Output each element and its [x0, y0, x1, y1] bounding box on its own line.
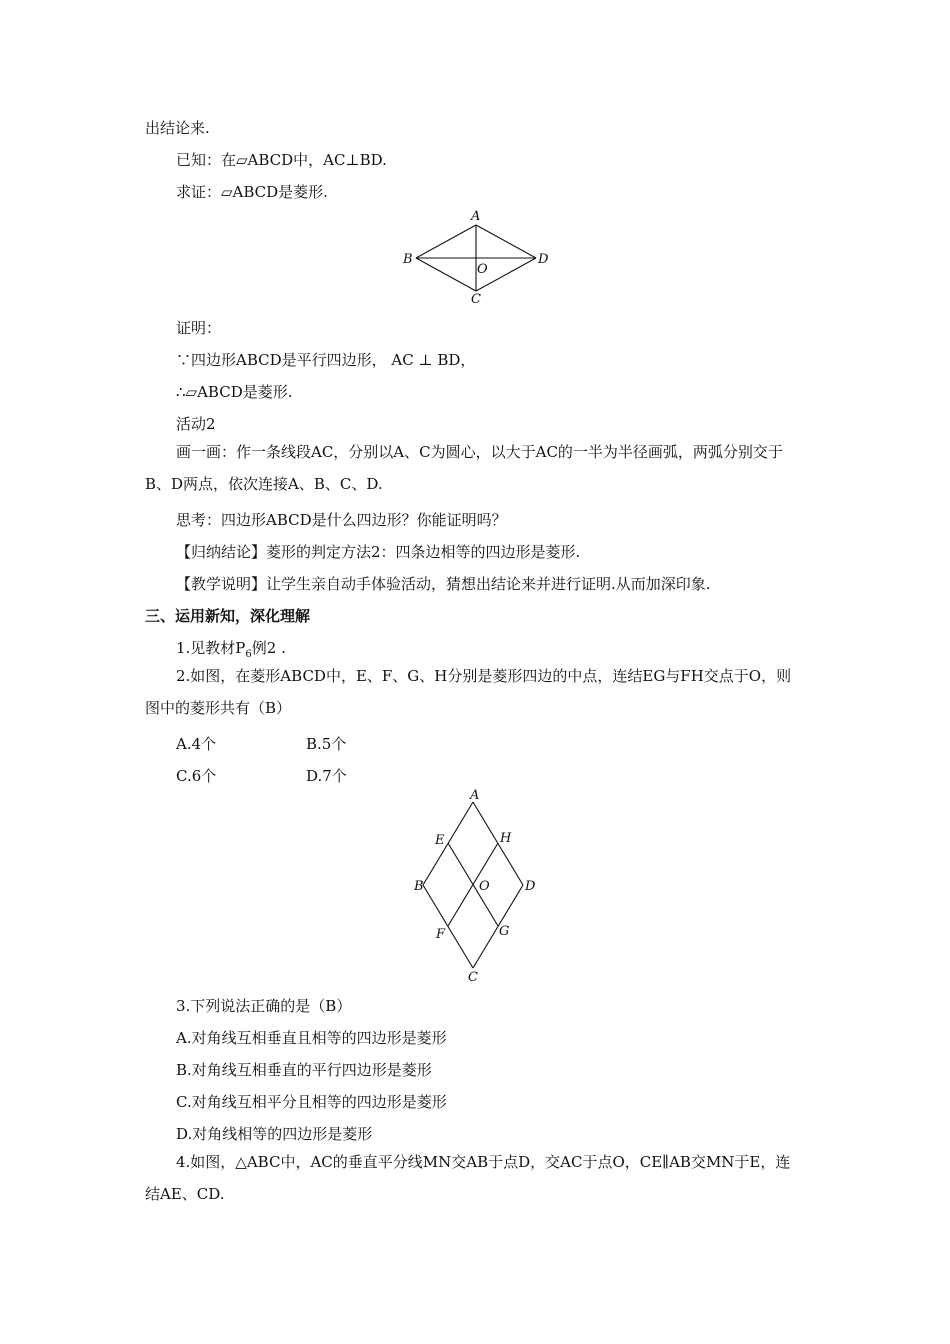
fig1-label-c: C [471, 292, 481, 305]
text-line: 出结论来. [145, 119, 210, 137]
q2-option-b: B.5个 [306, 735, 347, 753]
q3-option-b: B.对角线互相垂直的平行四边形是菱形 [176, 1061, 432, 1079]
q3-option-a: A.对角线互相垂直且相等的四边形是菱形 [176, 1029, 447, 1047]
fig2-label-f: F [436, 927, 446, 942]
fig2-label-h: H [500, 831, 512, 846]
given-line: 已知：在▱ABCD中，AC⊥BD. [176, 151, 387, 169]
fig2-label-e: E [435, 833, 445, 848]
question-2: 2.如图，在菱形ABCD中，E、F、G、H分别是菱形四边的中点，连结EG与FH交点于O，则图中的菱形共有（B） [145, 667, 792, 717]
activity-paragraph: 画一画：作一条线段AC，分别以A、C为圆心，以大于AC的一半为半径画弧，两弧分别交于B、D两点，依次连接A、B、C、D. [145, 443, 783, 493]
fig2-label-c: C [468, 970, 478, 985]
question-4: 4.如图，△ABC中，AC的垂直平分线MN交AB于点D，交AC于点O，CE∥AB交MN于E，连结AE、CD. [145, 1153, 791, 1203]
conclusion-line: 【归纳结论】菱形的判定方法2：四条边相等的四边形是菱形. [176, 543, 581, 561]
figure-rhombus-diagonals [395, 205, 555, 305]
proof-heading: 证明： [176, 319, 222, 337]
think-line: 思考：四边形ABCD是什么四边形？你能证明吗？ [176, 511, 507, 529]
teaching-note: 【教学说明】让学生亲自动手体验活动，猜想出结论来并进行证明.从而加深印象. [176, 575, 711, 593]
proof-step: ∵四边形ABCD是平行四边形， AC ⊥ BD， [176, 351, 476, 369]
q2-option-d: D.7个 [306, 767, 347, 785]
q3-option-d: D.对角线相等的四边形是菱形 [176, 1125, 373, 1143]
fig2-label-g: G [499, 924, 510, 939]
fig2-label-a: A [470, 788, 480, 803]
fig1-label-d: D [538, 252, 549, 267]
proof-conclusion: ∴▱ABCD是菱形. [176, 383, 293, 401]
fig2-label-o: O [479, 879, 490, 894]
q2-option-a: A.4个 [176, 735, 217, 753]
q1-suffix: 例2 . [251, 639, 286, 657]
question-3: 3.下列说法正确的是（B） [176, 997, 352, 1015]
section-heading: 三、运用新知，深化理解 [145, 607, 311, 625]
fig2-label-b: B [414, 879, 424, 894]
fig1-label-b: B [403, 252, 413, 267]
figure-rhombus-midpoints [405, 785, 545, 990]
q3-option-c: C.对角线互相平分且相等的四边形是菱形 [176, 1093, 447, 1111]
q2-option-c: C.6个 [176, 767, 217, 785]
prove-line: 求证：▱ABCD是菱形. [176, 183, 328, 201]
fig1-label-o: O [477, 262, 488, 277]
q1-prefix: 1.见教材P [176, 639, 246, 657]
q1-subscript: 6 [245, 649, 252, 660]
fig2-label-d: D [525, 879, 536, 894]
fig1-label-a: A [471, 209, 481, 224]
activity-heading: 活动2 [176, 415, 216, 433]
